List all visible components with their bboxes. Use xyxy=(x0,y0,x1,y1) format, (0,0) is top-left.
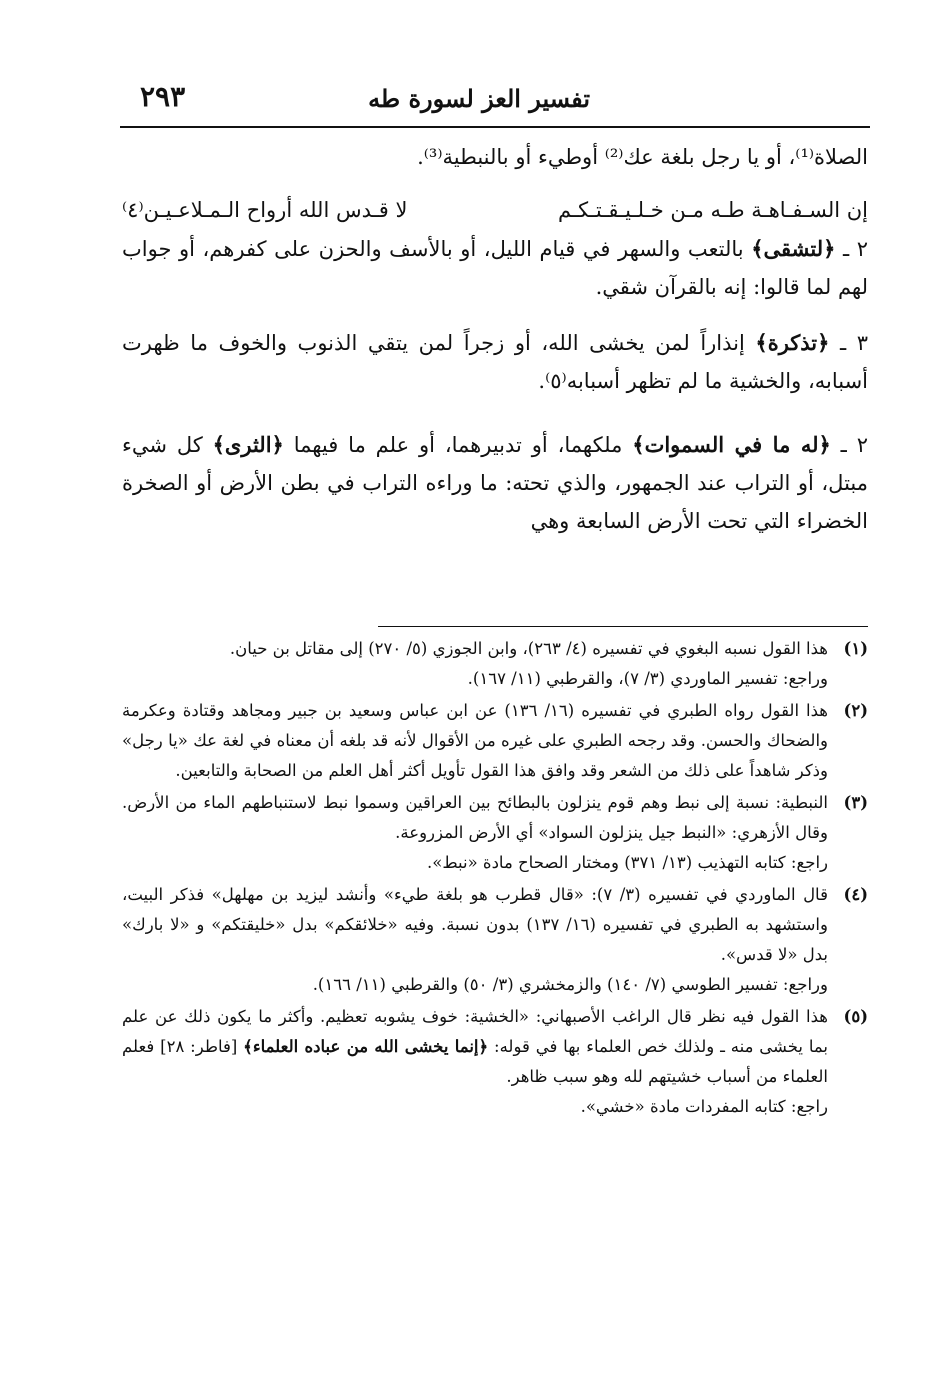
item-number: ٣ ـ xyxy=(840,331,868,355)
item-text: إنذاراً لمن يخشى الله، أو زجراً لمن يتقي الذنوب والخوف ما ظهرت أسبابه، والخشية ما لم تظهر أسبابه⁽٥⁾. xyxy=(122,331,868,393)
footnote-number: (٢) xyxy=(843,701,868,720)
footnote-text: النبطية: نسبة إلى نبط وهم قوم ينزلون بالبطائح بين العراقين وسموا نبط لاستنباطهم الماء من الأرض. وقال الأزهري: «النبط جيل ينزلون السواد» أي الأرض المزروعة. xyxy=(122,793,828,842)
footnote-reference: وراجع: تفسير الماوردي (٣/ ٧)، والقرطبي (١١/ ١٦٧). xyxy=(467,669,828,688)
item-text: كل شيء مبتل، أو التراب عند الجمهور، والذي تحته: ما وراءه التراب في بطن الأرض أو الصخرة الخضراء التي تحت الأرض السابعة وهي xyxy=(122,433,868,533)
page-header xyxy=(120,78,870,128)
item-text: ملكهما، أو تدبيرهما، أو علم ما فيهما xyxy=(293,433,623,457)
footnote-number: (١) xyxy=(843,639,868,658)
paragraph-item-2 xyxy=(122,230,868,306)
item-number: ٢ ـ xyxy=(840,433,868,457)
main-text xyxy=(122,138,868,540)
footnote-text: هذا القول رواه الطبري في تفسيره (١٦/ ١٣٦) عن ابن عباس وسعيد بن جبير ومجاهد وقتادة وعكرمة والضحاك والحسن. وقد رجحه الطبري على غيره من الأقوال لأنه قد بلغه أن معناه في لغة عك «يا رجل» وذكر شاهداً على ذلك من الشعر وقد وافق هذا القول تأويل أكثر أهل العلم من الصحابة والتابعين. xyxy=(122,701,828,780)
footnote-number: (٣) xyxy=(843,793,868,812)
footnote-text-part: [فاطر: ٢٨] فعلم العلماء من أسباب خشيتهم لله وهو سبب ظاهر. xyxy=(122,1037,828,1086)
footnote-text: هذا القول نسبه البغوي في تفسيره (٤/ ٢٦٣)، وابن الجوزي (٥/ ٢٧٠) إلى مقاتل بن حيان. xyxy=(229,639,828,658)
footnote-number: (٥) xyxy=(843,1007,868,1026)
quran-verse-quote: ﴿إنما يخشى الله من عباده العلماء﴾ xyxy=(243,1037,489,1056)
poetry-verse xyxy=(122,190,868,230)
paragraph-item-3 xyxy=(122,324,868,400)
running-title: تفسير العز لسورة طه xyxy=(368,84,590,113)
paragraph-item-6 xyxy=(122,426,868,540)
footnote-number: (٤) xyxy=(843,885,868,904)
verse-hemistich-2: لا قـدس الله أرواح الـمـلاعـيـن⁽٤⁾ xyxy=(122,198,408,222)
footnote-reference: راجع: كتابه التهذيب (١٣/ ٣٧١) ومختار الصحاح مادة «نبط». xyxy=(427,853,828,872)
footnote-4 xyxy=(122,880,868,1000)
paragraph-line1: الصلاة⁽¹⁾، أو يا رجل بلغة عك⁽²⁾ أوطيء أو بالنبطية⁽³⁾. xyxy=(417,145,868,169)
footnote-reference: وراجع: تفسير الطوسي (٧/ ١٤٠) والزمخشري (٣/ ٥٠) والقرطبي (١١/ ١٦٦). xyxy=(312,975,828,994)
footnote-3 xyxy=(122,788,868,878)
footnotes xyxy=(122,634,868,1124)
quran-word-label: ﴿لتشقى﴾ xyxy=(751,236,836,261)
quran-phrase-label: ﴿له ما في السموات﴾ xyxy=(632,432,831,457)
footnote-5 xyxy=(122,1002,868,1122)
verse-hemistich-1: إن السـفـاهـة طـه مـن خـلـيـقـتـكـم xyxy=(558,198,868,222)
footnote-separator xyxy=(378,626,868,627)
footnote-text: قال الماوردي في تفسيره (٣/ ٧): «قال قطرب هو بلغة طيء» وأنشد ليزيد بن مهلهل» فذكر البيت، واستشهد به الطبري في تفسيره (١٦/ ١٣٧) بدون نسبة. وفيه «خلائقكم» بدل «خليقتكم» و «لا بارك» بدل «لا قدس». xyxy=(122,885,828,964)
footnote-text xyxy=(122,1002,828,1092)
quran-word-label: ﴿تذكرة﴾ xyxy=(755,330,830,355)
page-number: ٢٩٣ xyxy=(140,80,186,113)
item-number: ٢ ـ xyxy=(843,237,868,261)
footnote-1 xyxy=(122,634,868,694)
footnote-reference: راجع: كتابه المفردات مادة «خشي». xyxy=(580,1097,828,1116)
quran-word-label: ﴿الثرى﴾ xyxy=(212,432,284,457)
item-text: بالتعب والسهر في قيام الليل، أو بالأسف والحزن على كفرهم، أو جواب لهم لما قالوا: إنه بالقرآن شقي. xyxy=(122,237,868,299)
footnote-text-part: هذا القول فيه نظر قال الراغب الأصبهاني: «الخشية: خوف يشوبه تعظيم. وأكثر ما يكون ذلك عن علم بما يخشى منه ـ ولذلك خص العلماء بها في قوله: xyxy=(122,1007,828,1056)
footnote-2 xyxy=(122,696,868,786)
